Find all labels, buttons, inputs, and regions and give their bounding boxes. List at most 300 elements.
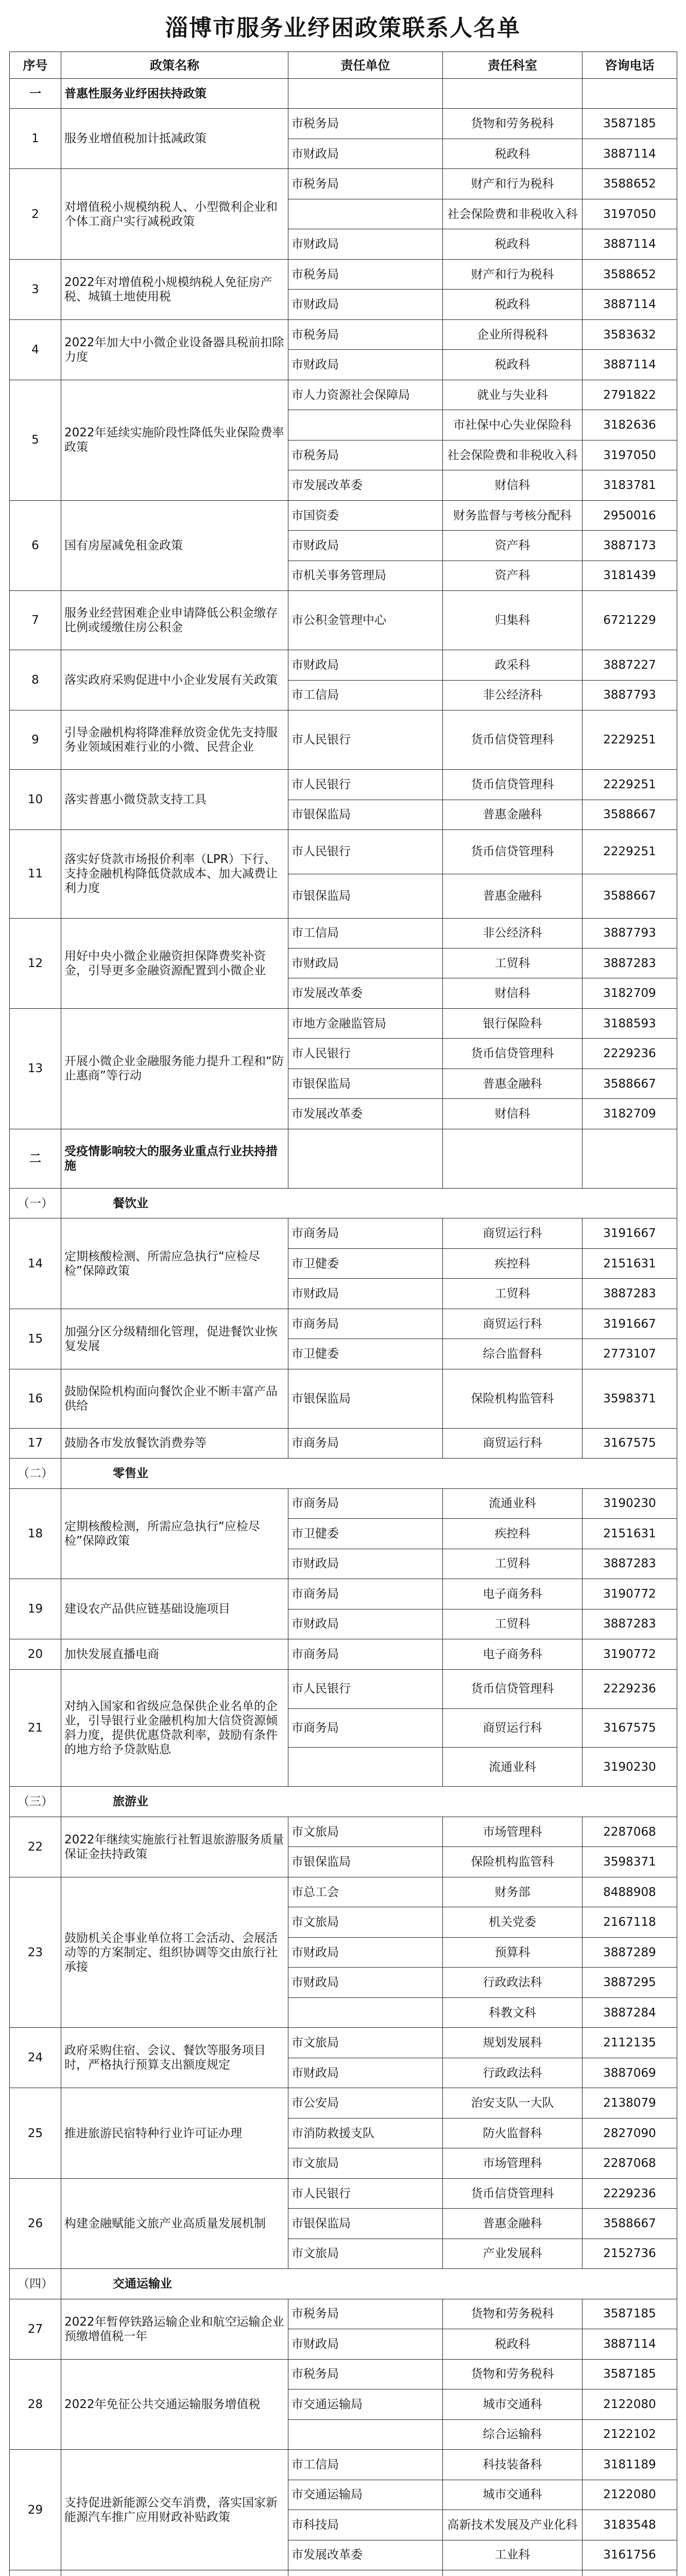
responsible-dept: 规划发展科 bbox=[443, 2028, 582, 2058]
contact-phone: 3182709 bbox=[582, 1099, 677, 1129]
responsible-unit: 市银保监局 bbox=[288, 874, 443, 918]
responsible-dept: 产业发展科 bbox=[443, 2239, 582, 2268]
responsible-dept: 流通业科 bbox=[443, 1488, 582, 1518]
responsible-dept: 税政科 bbox=[443, 350, 582, 380]
responsible-dept: 市社保中心失业保险科 bbox=[443, 410, 582, 440]
responsible-unit: 市总工会 bbox=[288, 1877, 443, 1907]
responsible-unit: 市文旅局 bbox=[288, 1817, 443, 1846]
responsible-dept: 疾控科 bbox=[443, 1248, 582, 1278]
responsible-dept bbox=[443, 2570, 582, 2576]
contact-phone: 3887793 bbox=[582, 680, 677, 710]
responsible-unit bbox=[288, 199, 443, 229]
row-index: 1 bbox=[10, 109, 61, 169]
responsible-unit: 市人民银行 bbox=[288, 830, 443, 874]
row-index: 18 bbox=[10, 1488, 61, 1579]
table-row bbox=[10, 1579, 677, 1609]
row-index: 13 bbox=[10, 1008, 61, 1129]
contact-phone: 2152736 bbox=[582, 2239, 677, 2268]
contact-phone: 3887114 bbox=[582, 2329, 677, 2359]
contact-phone: 2287068 bbox=[582, 1817, 677, 1846]
section-title: 普惠性服务业纾困扶持政策 bbox=[61, 79, 288, 109]
contact-phone: 3887173 bbox=[582, 531, 677, 561]
policy-name: 开展小微企业金融服务能力提升工程和“防止惠商”等行动 bbox=[61, 1008, 288, 1129]
contact-phone: 3587185 bbox=[582, 109, 677, 139]
responsible-unit: 市财政局 bbox=[288, 948, 443, 978]
responsible-unit: 市人民银行 bbox=[288, 710, 443, 770]
responsible-dept: 科教文科 bbox=[443, 1997, 582, 2027]
section-title: 受疫情影响较大的服务业重点行业扶持措施 bbox=[61, 1129, 288, 1188]
header-responsible-dept: 责任科室 bbox=[443, 52, 582, 79]
responsible-dept: 流通业科 bbox=[443, 1748, 582, 1787]
subsection-title: 零售业 bbox=[61, 1459, 677, 1488]
subsection-index: （四） bbox=[10, 2269, 61, 2299]
policy-name: 支持促进新能源公交车消费，落实国家新能源汽车推广应用财政补贴政策 bbox=[61, 2450, 288, 2570]
header-responsible-unit: 责任单位 bbox=[288, 52, 443, 79]
row-index: 24 bbox=[10, 2028, 61, 2088]
responsible-dept: 普惠金融科 bbox=[443, 1069, 582, 1098]
table-row bbox=[10, 1309, 677, 1338]
contact-table bbox=[9, 52, 677, 2576]
responsible-unit: 市文旅局 bbox=[288, 2148, 443, 2178]
responsible-dept: 普惠金融科 bbox=[443, 2209, 582, 2239]
policy-name: 鼓励机关企事业单位将工会活动、会展活动等的方案制定、组织协调等交由旅行社承接 bbox=[61, 1877, 288, 2027]
contact-phone: 3181439 bbox=[582, 561, 677, 590]
header-policy-name: 政策名称 bbox=[61, 52, 288, 79]
table-row bbox=[10, 830, 677, 874]
responsible-dept: 非公经济科 bbox=[443, 680, 582, 710]
contact-phone: 3188593 bbox=[582, 1008, 677, 1038]
header-phone: 咨询电话 bbox=[582, 52, 677, 79]
policy-name: 加强分区分级精细化管理，促进餐饮业恢复发展 bbox=[61, 1309, 288, 1369]
responsible-unit: 市税务局 bbox=[288, 440, 443, 470]
responsible-unit: 市商务局 bbox=[288, 1428, 443, 1458]
header-index: 序号 bbox=[10, 52, 61, 79]
responsible-dept: 疾控科 bbox=[443, 1519, 582, 1549]
contact-phone: 3887114 bbox=[582, 290, 677, 319]
empty-cell bbox=[443, 1129, 582, 1188]
policy-name: 鼓励保险机构面向餐饮企业不断丰富产品供给 bbox=[61, 1369, 288, 1428]
row-index: 27 bbox=[10, 2299, 61, 2359]
contact-phone: 2773107 bbox=[582, 1339, 677, 1369]
empty-cell bbox=[288, 1129, 443, 1188]
row-index: 15 bbox=[10, 1309, 61, 1369]
responsible-unit: 市财政局 bbox=[288, 1279, 443, 1309]
table-row bbox=[10, 2299, 677, 2329]
responsible-dept: 政采科 bbox=[443, 650, 582, 680]
responsible-dept: 保险机构监管科 bbox=[443, 1847, 582, 1877]
responsible-unit: 市发展改革委 bbox=[288, 470, 443, 500]
row-index: 9 bbox=[10, 710, 61, 770]
empty-cell bbox=[443, 79, 582, 109]
table-row bbox=[10, 169, 677, 199]
responsible-dept: 预算科 bbox=[443, 1937, 582, 1967]
responsible-dept: 财务部 bbox=[443, 1877, 582, 1907]
responsible-unit: 市发展改革委 bbox=[288, 2540, 443, 2570]
responsible-unit: 市商务局 bbox=[288, 1309, 443, 1338]
responsible-dept: 非公经济科 bbox=[443, 918, 582, 948]
policy-name: 落实普惠小微贷款支持工具 bbox=[61, 770, 288, 830]
table-body bbox=[10, 79, 677, 2576]
responsible-unit: 市地方金融监管局 bbox=[288, 1008, 443, 1038]
responsible-unit: 市交通运输局 bbox=[288, 2480, 443, 2510]
policy-name: 2022年加大中小微企业设备器具税前扣除力度 bbox=[61, 319, 288, 380]
responsible-unit: 市商务局 bbox=[288, 1708, 443, 1748]
row-index: 29 bbox=[10, 2450, 61, 2570]
contact-phone: 3587185 bbox=[582, 2299, 677, 2329]
row-index: 26 bbox=[10, 2178, 61, 2268]
responsible-unit: 市发展改革委 bbox=[288, 1099, 443, 1129]
contact-phone: 3191667 bbox=[582, 1218, 677, 1248]
table-row bbox=[10, 319, 677, 349]
contact-phone: 3190772 bbox=[582, 1579, 677, 1609]
row-index: 11 bbox=[10, 830, 61, 918]
contact-phone: 3887283 bbox=[582, 948, 677, 978]
contact-phone: 3183548 bbox=[582, 2510, 677, 2540]
table-row bbox=[10, 2359, 677, 2389]
responsible-unit: 市税务局 bbox=[288, 319, 443, 349]
responsible-dept: 商贸运行科 bbox=[443, 1218, 582, 1248]
responsible-unit bbox=[288, 410, 443, 440]
responsible-unit: 市人民银行 bbox=[288, 1039, 443, 1069]
contact-phone: 3887114 bbox=[582, 350, 677, 380]
responsible-dept: 财信科 bbox=[443, 978, 582, 1008]
empty-cell bbox=[288, 79, 443, 109]
responsible-dept: 市场管理科 bbox=[443, 2148, 582, 2178]
responsible-dept: 税政科 bbox=[443, 229, 582, 259]
section-row bbox=[10, 1129, 677, 1188]
row-index: 2 bbox=[10, 169, 61, 259]
row-index: 22 bbox=[10, 1817, 61, 1877]
contact-phone: 8488908 bbox=[582, 1877, 677, 1907]
responsible-unit: 市公安局 bbox=[288, 2088, 443, 2118]
policy-name: 构建金融赋能文旅产业高质量发展机制 bbox=[61, 2178, 288, 2268]
table-row bbox=[10, 591, 677, 650]
contact-phone: 2122080 bbox=[582, 2389, 677, 2419]
responsible-unit: 市财政局 bbox=[288, 350, 443, 380]
responsible-dept: 行政政法科 bbox=[443, 1968, 582, 1997]
contact-phone: 3887284 bbox=[582, 1997, 677, 2027]
responsible-unit bbox=[288, 1748, 443, 1787]
policy-name: 政府采购住宿、会议、餐饮等服务项目时，严格执行预算支出额度规定 bbox=[61, 2028, 288, 2088]
policy-name: 推进旅游民宿特种行业许可证办理 bbox=[61, 2088, 288, 2178]
policy-name: 服务业经营困难企业申请降低公积金缴存比例或缓缴住房公积金 bbox=[61, 591, 288, 650]
responsible-dept: 货物和劳务税科 bbox=[443, 2359, 582, 2389]
section-index: 一 bbox=[10, 79, 61, 109]
responsible-dept: 货币信贷管理科 bbox=[443, 2178, 582, 2208]
contact-phone: 3887114 bbox=[582, 229, 677, 259]
policy-name: 2022年暂停铁路运输企业和航空运输企业预缴增值税一年 bbox=[61, 2299, 288, 2359]
contact-phone: 6721229 bbox=[582, 591, 677, 650]
policy-name: 定期核酸检测、所需应急执行“应检尽检”保障政策 bbox=[61, 1218, 288, 1309]
row-index: 12 bbox=[10, 918, 61, 1008]
responsible-dept: 税政科 bbox=[443, 139, 582, 168]
table-row bbox=[10, 2450, 677, 2480]
subsection-title: 交通运输业 bbox=[61, 2269, 677, 2299]
responsible-unit: 市财政局 bbox=[288, 139, 443, 168]
row-index: 3 bbox=[10, 259, 61, 319]
responsible-dept: 综合运输科 bbox=[443, 2419, 582, 2449]
subsection-row bbox=[10, 1188, 677, 1218]
section-index: 二 bbox=[10, 1129, 61, 1188]
responsible-dept: 商贸运行科 bbox=[443, 1708, 582, 1748]
responsible-unit: 市商务局 bbox=[288, 1579, 443, 1609]
responsible-dept: 货币信贷管理科 bbox=[443, 830, 582, 874]
responsible-dept: 财信科 bbox=[443, 470, 582, 500]
contact-phone: 3183781 bbox=[582, 470, 677, 500]
contact-phone: 3197050 bbox=[582, 199, 677, 229]
responsible-dept: 财产和行为税科 bbox=[443, 259, 582, 289]
responsible-unit: 市科技局 bbox=[288, 2510, 443, 2540]
responsible-dept: 银行保险科 bbox=[443, 1008, 582, 1038]
row-index: 7 bbox=[10, 591, 61, 650]
responsible-unit: 市商务局 bbox=[288, 1218, 443, 1248]
contact-phone: 3181189 bbox=[582, 2450, 677, 2480]
responsible-unit: 市发展改革委 bbox=[288, 978, 443, 1008]
responsible-unit: 市人民银行 bbox=[288, 1669, 443, 1708]
responsible-dept: 货币信贷管理科 bbox=[443, 710, 582, 770]
responsible-unit: 市税务局 bbox=[288, 169, 443, 199]
contact-phone: 3887289 bbox=[582, 1937, 677, 1967]
row-index: 20 bbox=[10, 1639, 61, 1669]
responsible-unit: 市工信局 bbox=[288, 680, 443, 710]
responsible-dept: 货币信贷管理科 bbox=[443, 770, 582, 800]
contact-phone: 3887227 bbox=[582, 650, 677, 680]
responsible-unit: 市税务局 bbox=[288, 259, 443, 289]
responsible-unit: 市财政局 bbox=[288, 1549, 443, 1579]
responsible-unit: 市文旅局 bbox=[288, 2028, 443, 2058]
contact-phone: 3887283 bbox=[582, 1549, 677, 1579]
responsible-dept: 电子商务科 bbox=[443, 1639, 582, 1669]
responsible-unit bbox=[288, 2419, 443, 2449]
policy-name: 用好中央小微企业融资担保降费奖补资金，引导更多金融资源配置到小微企业 bbox=[61, 918, 288, 1008]
row-index: 17 bbox=[10, 1428, 61, 1458]
responsible-dept: 归集科 bbox=[443, 591, 582, 650]
responsible-unit: 市税务局 bbox=[288, 2359, 443, 2389]
responsible-dept: 工贸科 bbox=[443, 1549, 582, 1579]
table-row bbox=[10, 1639, 677, 1669]
contact-phone: 2229236 bbox=[582, 2178, 677, 2208]
responsible-dept: 行政政法科 bbox=[443, 2058, 582, 2088]
subsection-index: （二） bbox=[10, 1459, 61, 1488]
policy-name: 加快发展直播电商 bbox=[61, 1639, 288, 1669]
responsible-unit: 市银保监局 bbox=[288, 1069, 443, 1098]
policy-name: 落实好贷款市场报价利率（LPR）下行、支持金融机构降低贷款成本、加大减费让利力度 bbox=[61, 830, 288, 918]
policy-name: 定期核酸检测，所需应急执行“应检尽检”保障政策 bbox=[61, 1488, 288, 1579]
table-row bbox=[10, 918, 677, 948]
empty-cell bbox=[582, 1129, 677, 1188]
responsible-dept: 科技装备科 bbox=[443, 2450, 582, 2480]
contact-phone: 3588667 bbox=[582, 2209, 677, 2239]
contact-sheet bbox=[9, 52, 677, 2576]
contact-phone: 3583632 bbox=[582, 319, 677, 349]
responsible-unit: 市财政局 bbox=[288, 1937, 443, 1967]
empty-cell bbox=[582, 79, 677, 109]
row-index: 16 bbox=[10, 1369, 61, 1428]
contact-phone: 2122102 bbox=[582, 2419, 677, 2449]
table-row bbox=[10, 1008, 677, 1038]
policy-name: 对纳入国家和省级应急保供企业名单的企业，引导银行业金融机构加大信贷资源倾斜力度，提供优惠贷款利率，鼓励有条件的地方给予贷款贴息 bbox=[61, 1669, 288, 1787]
responsible-unit: 市商务局 bbox=[288, 1488, 443, 1518]
responsible-unit bbox=[288, 2570, 443, 2576]
contact-phone: 2229251 bbox=[582, 770, 677, 800]
responsible-dept: 企业所得税科 bbox=[443, 319, 582, 349]
contact-phone: 3598371 bbox=[582, 1369, 677, 1428]
row-index: 4 bbox=[10, 319, 61, 380]
row-index: 14 bbox=[10, 1218, 61, 1309]
contact-phone: 2229251 bbox=[582, 830, 677, 874]
row-index: 19 bbox=[10, 1579, 61, 1639]
responsible-unit: 市商务局 bbox=[288, 1639, 443, 1669]
header-row bbox=[10, 52, 677, 79]
table-row bbox=[10, 650, 677, 680]
row-index: 8 bbox=[10, 650, 61, 710]
contact-phone: 2112135 bbox=[582, 2028, 677, 2058]
responsible-unit: 市工信局 bbox=[288, 2450, 443, 2480]
responsible-unit: 市卫健委 bbox=[288, 1248, 443, 1278]
policy-name: 鼓励各市发放餐饮消费券等 bbox=[61, 1428, 288, 1458]
contact-phone: 3588652 bbox=[582, 259, 677, 289]
responsible-dept: 治安支队一大队 bbox=[443, 2088, 582, 2118]
table-row bbox=[10, 770, 677, 800]
responsible-unit: 市公积金管理中心 bbox=[288, 591, 443, 650]
table-row bbox=[10, 1669, 677, 1708]
responsible-dept: 社会保险费和非税收入科 bbox=[443, 199, 582, 229]
responsible-dept: 社会保险费和非税收入科 bbox=[443, 440, 582, 470]
contact-phone: 3588667 bbox=[582, 1069, 677, 1098]
responsible-unit: 市国资委 bbox=[288, 500, 443, 530]
contact-phone: 2122080 bbox=[582, 2480, 677, 2510]
responsible-unit: 市文旅局 bbox=[288, 1907, 443, 1937]
page-title: 淄博市服务业纾困政策联系人名单 bbox=[165, 15, 521, 41]
subsection-row bbox=[10, 1459, 677, 1488]
responsible-dept: 货币信贷管理科 bbox=[443, 1669, 582, 1708]
subsection-title: 餐饮业 bbox=[61, 1188, 677, 1218]
responsible-dept: 货物和劳务税科 bbox=[443, 2299, 582, 2329]
responsible-unit bbox=[288, 1997, 443, 2027]
responsible-dept: 资产科 bbox=[443, 531, 582, 561]
responsible-dept: 财信科 bbox=[443, 1099, 582, 1129]
responsible-unit: 市卫健委 bbox=[288, 1519, 443, 1549]
contact-phone: 3167575 bbox=[582, 1428, 677, 1458]
responsible-dept: 商贸运行科 bbox=[443, 1309, 582, 1338]
responsible-unit: 市财政局 bbox=[288, 229, 443, 259]
contact-phone: 3167575 bbox=[582, 1708, 677, 1748]
row-index: 25 bbox=[10, 2088, 61, 2178]
responsible-dept: 商贸运行科 bbox=[443, 1428, 582, 1458]
responsible-dept: 财产和行为税科 bbox=[443, 169, 582, 199]
row-index: 6 bbox=[10, 500, 61, 590]
responsible-dept: 财务监督与考核分配科 bbox=[443, 500, 582, 530]
row-index: 21 bbox=[10, 1669, 61, 1787]
contact-phone: 3190230 bbox=[582, 1748, 677, 1787]
contact-phone: 3887295 bbox=[582, 1968, 677, 1997]
table-row bbox=[10, 2088, 677, 2118]
table-row bbox=[10, 500, 677, 530]
contact-phone: 2229236 bbox=[582, 1039, 677, 1069]
responsible-dept: 就业与失业科 bbox=[443, 380, 582, 410]
subsection-title: 旅游业 bbox=[61, 1787, 677, 1817]
contact-phone: 2138079 bbox=[582, 2088, 677, 2118]
table-row bbox=[10, 2178, 677, 2208]
policy-name: 建设农产品供应链基础设施项目 bbox=[61, 1579, 288, 1639]
policy-name: 国有房屋减免租金政策 bbox=[61, 500, 288, 590]
responsible-dept: 高新技术发展及产业化科 bbox=[443, 2510, 582, 2540]
policy-name: 2022年继续实施旅行社暂退旅游服务质量保证金扶持政策 bbox=[61, 1817, 288, 1877]
responsible-unit: 市财政局 bbox=[288, 531, 443, 561]
table-row bbox=[10, 1428, 677, 1458]
policy-name: 2022年免征公共交通运输服务增值税 bbox=[61, 2359, 288, 2449]
policy-name: 对增值税小规模纳税人、小型微利企业和个体工商户实行减税政策 bbox=[61, 169, 288, 259]
contact-phone: 3197050 bbox=[582, 440, 677, 470]
responsible-dept: 工贸科 bbox=[443, 948, 582, 978]
subsection-row bbox=[10, 2269, 677, 2299]
responsible-dept: 工贸科 bbox=[443, 1279, 582, 1309]
responsible-unit: 市银保监局 bbox=[288, 1847, 443, 1877]
row-index: 28 bbox=[10, 2359, 61, 2449]
row-index: 23 bbox=[10, 1877, 61, 2027]
responsible-dept: 普惠金融科 bbox=[443, 874, 582, 918]
contact-phone: 3887283 bbox=[582, 1609, 677, 1639]
row-index: 5 bbox=[10, 380, 61, 500]
contact-phone: 3588652 bbox=[582, 169, 677, 199]
contact-phone: 3190772 bbox=[582, 1639, 677, 1669]
contact-phone: 3190230 bbox=[582, 1488, 677, 1518]
contact-phone: 3887114 bbox=[582, 139, 677, 168]
responsible-dept: 货物和劳务税科 bbox=[443, 109, 582, 139]
responsible-unit: 市税务局 bbox=[288, 109, 443, 139]
policy-name bbox=[61, 2570, 288, 2576]
section-row bbox=[10, 79, 677, 109]
table-row bbox=[10, 1488, 677, 1518]
responsible-dept: 工业科 bbox=[443, 2540, 582, 2570]
responsible-dept: 防火监督科 bbox=[443, 2118, 582, 2148]
responsible-dept: 综合监督科 bbox=[443, 1339, 582, 1369]
policy-name: 服务业增值税加计抵减政策 bbox=[61, 109, 288, 169]
policy-name: 落实政府采购促进中小企业发展有关政策 bbox=[61, 650, 288, 710]
table-row bbox=[10, 710, 677, 770]
responsible-dept: 电子商务科 bbox=[443, 1579, 582, 1609]
contact-phone: 3182709 bbox=[582, 978, 677, 1008]
contact-phone: 3887283 bbox=[582, 1279, 677, 1309]
table-row bbox=[10, 1369, 677, 1428]
responsible-unit: 市银保监局 bbox=[288, 2209, 443, 2239]
responsible-unit: 市银保监局 bbox=[288, 800, 443, 829]
contact-phone: 3161756 bbox=[582, 2540, 677, 2570]
responsible-unit: 市消防救援支队 bbox=[288, 2118, 443, 2148]
contact-phone: 2229236 bbox=[582, 1669, 677, 1708]
responsible-unit: 市卫健委 bbox=[288, 1339, 443, 1369]
contact-phone: 3587185 bbox=[582, 2359, 677, 2389]
table-row bbox=[10, 2570, 677, 2576]
row-index: 10 bbox=[10, 770, 61, 830]
contact-phone: 3887793 bbox=[582, 918, 677, 948]
table-row bbox=[10, 2028, 677, 2058]
responsible-unit: 市银保监局 bbox=[288, 1369, 443, 1428]
subsection-row bbox=[10, 1787, 677, 1817]
responsible-dept: 城市交通科 bbox=[443, 2480, 582, 2510]
contact-phone: 3191667 bbox=[582, 1309, 677, 1338]
contact-phone: 2167118 bbox=[582, 1907, 677, 1937]
contact-phone: 3598371 bbox=[582, 1847, 677, 1877]
responsible-unit: 市人民银行 bbox=[288, 2178, 443, 2208]
contact-phone: 2791822 bbox=[582, 380, 677, 410]
subsection-index: （一） bbox=[10, 1188, 61, 1218]
responsible-dept: 保险机构监管科 bbox=[443, 1369, 582, 1428]
policy-name: 引导金融机构将降准释放资金优先支持服务业领域困难行业的小微、民营企业 bbox=[61, 710, 288, 770]
contact-phone: 2287068 bbox=[582, 2148, 677, 2178]
responsible-unit: 市财政局 bbox=[288, 2329, 443, 2359]
policy-name: 2022年延续实施阶段性降低失业保险费率政策 bbox=[61, 380, 288, 500]
